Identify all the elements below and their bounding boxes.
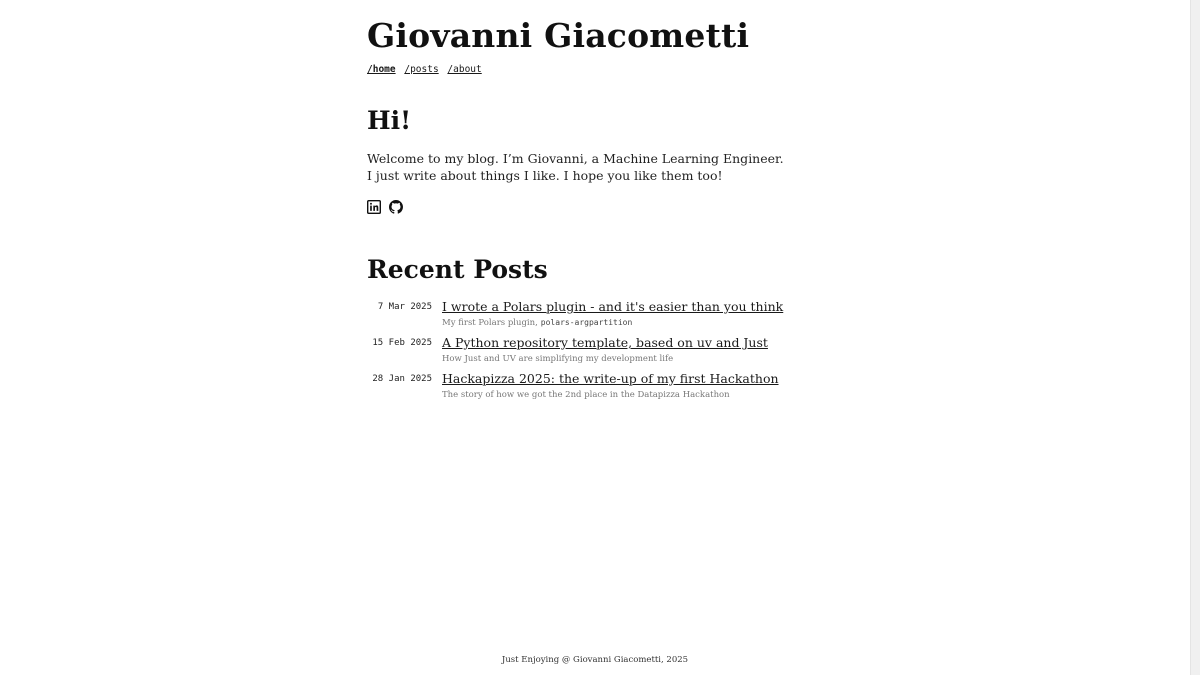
nav-link-home[interactable]: /home xyxy=(367,64,396,75)
post-description-text: My first Polars plugin, xyxy=(442,318,538,328)
post-description-code: polars-argpartition xyxy=(540,318,633,327)
social-links xyxy=(367,200,403,214)
main-nav xyxy=(367,64,485,75)
post-item xyxy=(367,299,807,335)
intro-line-1: Welcome to my blog. I’m Giovanni, a Machine Learning Engineer. xyxy=(367,151,784,166)
intro-line-2: I just write about things I like. I hope you like them too! xyxy=(367,168,723,183)
footer: Just Enjoying @ Giovanni Giacometti, 2025 xyxy=(501,655,689,665)
recent-posts-heading: Recent Posts xyxy=(367,255,548,284)
nav-link-posts[interactable]: /posts xyxy=(404,64,439,75)
github-icon xyxy=(389,200,403,214)
post-date: 7 Mar 2025 xyxy=(377,302,432,312)
post-description xyxy=(442,318,632,328)
site-title[interactable]: Giovanni Giacometti xyxy=(367,16,750,55)
github-link[interactable] xyxy=(389,200,403,214)
intro-text xyxy=(367,150,784,184)
post-description: How Just and UV are simplifying my development life xyxy=(442,354,674,364)
linkedin-icon xyxy=(367,200,381,214)
post-item xyxy=(367,371,807,407)
recent-posts-list xyxy=(367,299,807,407)
post-item xyxy=(367,335,807,371)
linkedin-link[interactable] xyxy=(367,200,381,214)
post-title-link[interactable]: A Python repository template, based on uv and Just xyxy=(442,335,768,350)
post-date: 28 Jan 2025 xyxy=(372,374,432,384)
post-title-link[interactable]: Hackapizza 2025: the write-up of my first Hackathon xyxy=(442,371,779,386)
intro-heading: Hi! xyxy=(367,106,412,135)
vertical-scrollbar[interactable] xyxy=(1190,0,1200,675)
post-date: 15 Feb 2025 xyxy=(372,338,432,348)
nav-link-about[interactable]: /about xyxy=(447,64,482,75)
post-title-link[interactable]: I wrote a Polars plugin - and it's easier than you think xyxy=(442,299,784,314)
post-description: The story of how we got the 2nd place in the Datapizza Hackathon xyxy=(442,390,730,400)
